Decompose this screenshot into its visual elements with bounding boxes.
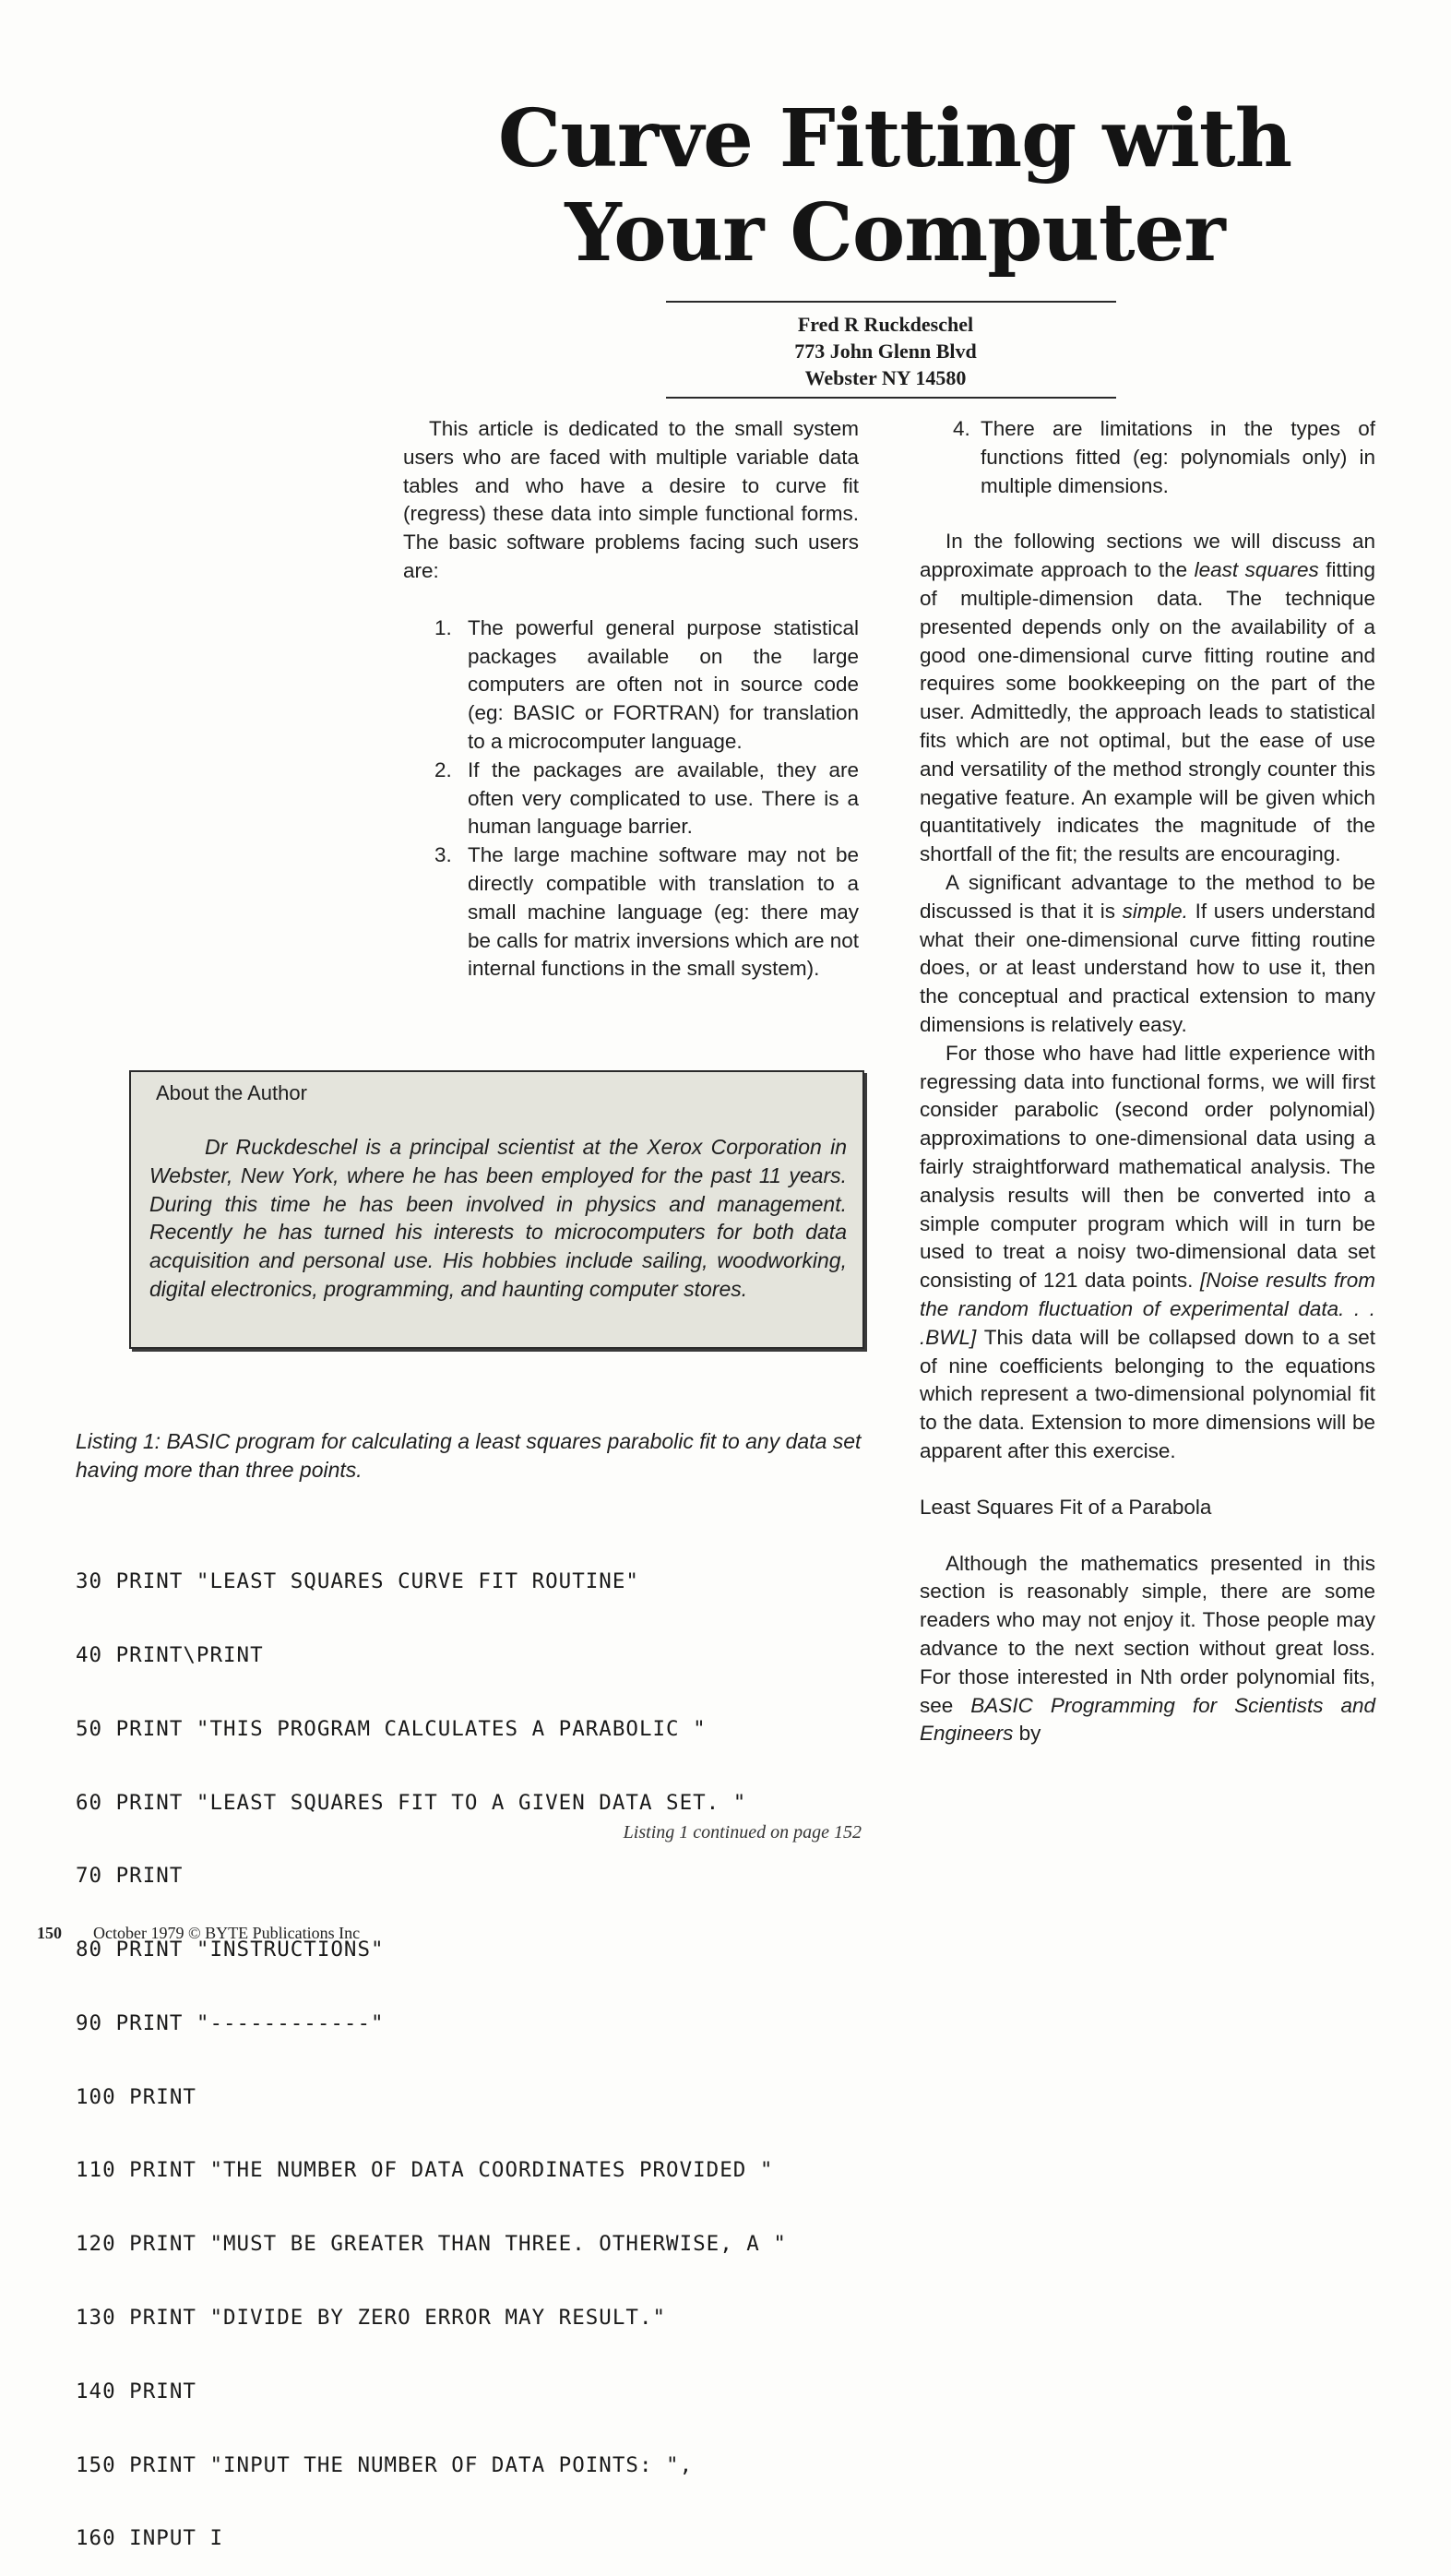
code-line: 110 PRINT "THE NUMBER OF DATA COORDINATES PROVIDED " <box>76 2158 774 2183</box>
paragraph-mathematics: Although the mathematics presented in this section is reasonably simple, there are some readers who may not enjoy it. Those people may advance to the next section without great loss. For those interested in Nth order polynomial fits, see BASIC Programming for Scientists and Engineers by <box>920 1551 1375 1746</box>
list-item: 2. If the packages are available, they are often very complicated to use. There is a human language barrier. <box>434 757 859 839</box>
list-item: 1. The powerful general purpose statistical packages available on the large computers are often not in source code (eg: BASIC or FORTRAN) for translation to a microcomputer language. <box>434 615 859 753</box>
author-top-rule <box>666 301 1116 303</box>
code-line: 70 PRINT <box>76 1864 184 1889</box>
code-line: 60 PRINT "LEAST SQUARES FIT TO A GIVEN DATA SET. " <box>76 1790 747 1815</box>
section-heading: Least Squares Fit of a Parabola <box>920 1495 1212 1519</box>
list-item: 4. There are limitations in the types of functions fitted (eg: polynomials only) in multiple dimensions. <box>953 417 1375 497</box>
author-city: Webster NY 14580 <box>804 366 967 389</box>
code-line: 40 PRINT\PRINT <box>76 1642 264 1667</box>
page-number: 150 <box>37 1924 62 1942</box>
author-byline <box>664 311 1107 391</box>
about-author-title: About the Author <box>156 1081 307 1104</box>
code-line: 150 PRINT "INPUT THE NUMBER OF DATA POINTS: ", <box>76 2452 694 2477</box>
about-author-text: Dr Ruckdeschel is a principal scientist at the Xerox Corporation in Webster, New York, where he has been employed for the past 11 years. During this time he has been involved in physics and management. Recently he has turned his interests to microcomputers for both data acquisition and personal use. His hobbies include sailing, woodworking, digital electronics, programming, and haunting computer stores. <box>149 1135 847 1301</box>
listing-continued-note: Listing 1 continued on page 152 <box>623 1822 862 1843</box>
code-line: 120 PRINT "MUST BE GREATER THAN THREE. OTHERWISE, A " <box>76 2232 787 2257</box>
code-line: 50 PRINT "THIS PROGRAM CALCULATES A PARABOLIC " <box>76 1716 707 1741</box>
author-name: Fred R Ruckdeschel <box>797 313 974 336</box>
code-line: 30 PRINT "LEAST SQUARES CURVE FIT ROUTINE" <box>76 1569 639 1594</box>
middle-column <box>403 415 859 984</box>
problem-list-continued <box>920 415 1375 500</box>
code-listing <box>76 1521 869 2576</box>
title-line-2: Your Computer <box>565 186 1225 280</box>
code-line: 140 PRINT <box>76 2379 196 2403</box>
article-title <box>480 92 1310 280</box>
code-line: 90 PRINT "------------" <box>76 2010 385 2035</box>
author-bottom-rule <box>666 397 1116 399</box>
paragraph-parabolic: For those who have had little experience with regressing data into functional forms, we will first consider parabolic (second order polynomial) approximations to one-dimensional data using a fairly straightforward mathematical analysis. The analysis results will then be converted into a simple computer program which will in turn be used to treat a noisy two-dimensional data set consisting of 121 data points. [Noise results from the random fluctuation of experimental data. . . .BWL] This data will be collapsed down to a set of nine coefficients belonging to the equations which represent a two-dimensional polynomial fit to the data. Extension to more dimensions will be apparent after this exercise. <box>920 1041 1375 1462</box>
listing-caption: Listing 1: BASIC program for calculating a least squares parabolic fit to any data set having more than three points. <box>76 1429 862 1482</box>
paragraph-approach: In the following sections we will discuss an approximate approach to the least squares fitting of multiple-dimension data. The technique presented depends only on the availability of a good one-dimensional curve fitting routine and requires some bookkeeping on the part of the user. Admittedly, the approach leads to statistical fits which are not optimal, but the ease of use and versatility of the method strongly counter this negative feature. An example will be given which quantitatively indicates the magnitude of the shortfall of the fit; the results are encouraging. <box>920 530 1376 866</box>
code-line: 130 PRINT "DIVIDE BY ZERO ERROR MAY RESULT." <box>76 2306 667 2330</box>
page-footer <box>37 1924 360 1943</box>
right-column <box>920 415 1375 1748</box>
title-line-1: Curve Fitting with <box>497 92 1292 185</box>
footer-text: October 1979 © BYTE Publications Inc <box>93 1924 361 1942</box>
list-item: 3. The large machine software may not be directly compatible with translation to a small machine language (eg: there may be calls for matrix inversions which are not internal functions in the small system). <box>434 843 859 981</box>
author-address: 773 John Glenn Blvd <box>794 340 977 363</box>
code-line: 100 PRINT <box>76 2084 196 2109</box>
code-line: 80 PRINT "INSTRUCTIONS" <box>76 1938 385 1962</box>
code-line: 160 INPUT I <box>76 2526 224 2551</box>
about-author-box <box>129 1070 864 1349</box>
paragraph-advantage: A significant advantage to the method to be discussed is that it is simple. If users understand what their one-dimensional curve fitting routine does, or at least understand how to use it, then the conceptual and practical extension to many dimensions is relatively easy. <box>920 870 1375 1036</box>
intro-paragraph: This article is dedicated to the small system users who are faced with multiple variable data tables and who have a desire to curve fit (regress) these data into simple functional forms. The basic software problems facing such users are: <box>403 417 859 582</box>
problem-list <box>403 614 859 984</box>
